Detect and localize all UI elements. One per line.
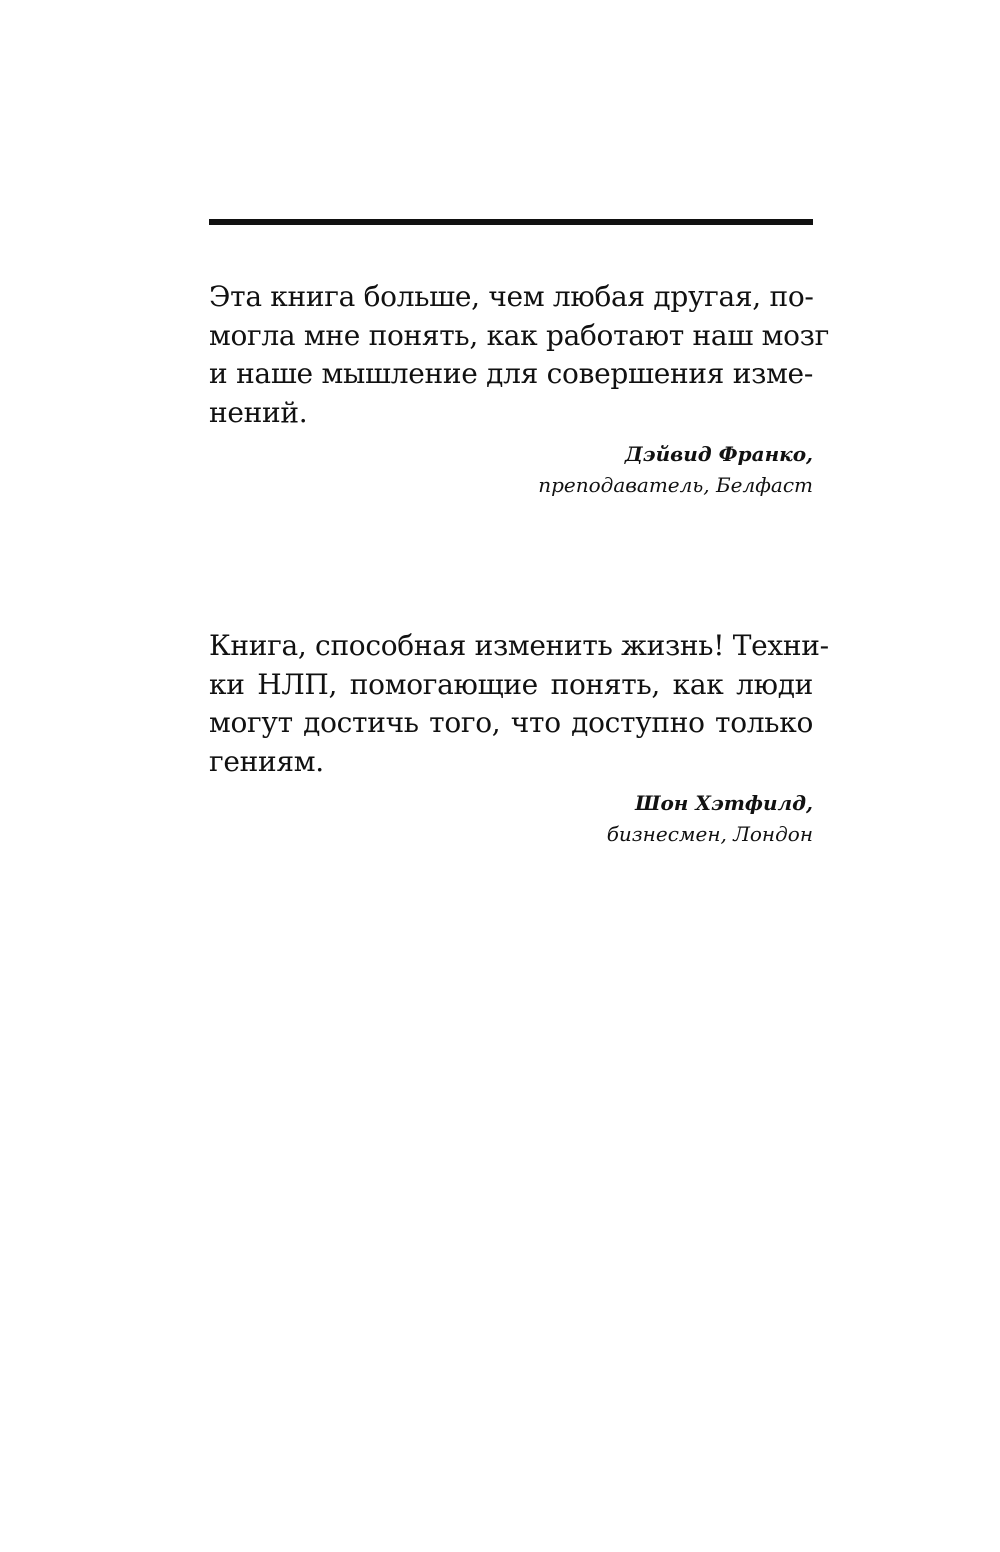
quote-attribution [209,787,813,849]
quote-attribution [209,438,813,500]
quote-line: ки НЛП, помогающие понять, как люди [209,667,813,701]
quote-author: Дэйвид Франко, [624,442,813,466]
quote-line: и наше мышление для совершения изме- [209,357,813,390]
testimonial-quote [209,627,829,849]
quote-author-role: преподаватель, Белфаст [538,473,813,497]
testimonial-quote [209,278,830,500]
quote-line: могут достичь того, что доступно только [209,706,813,739]
quote-text [209,627,829,781]
top-rule [209,219,813,225]
quote-line: гениям. [209,744,324,778]
quote-line: нений. [209,395,308,429]
quote-line: могла мне понять, как работают наш мозг [209,318,830,352]
quote-author-role: бизнесмен, Лондон [606,822,813,846]
quote-line: Эта книга больше, чем любая другая, по- [209,280,814,313]
quote-text [209,278,830,432]
quote-author: Шон Хэтфилд, [635,791,813,815]
quote-line: Книга, способная изменить жизнь! Техни- [209,629,829,662]
